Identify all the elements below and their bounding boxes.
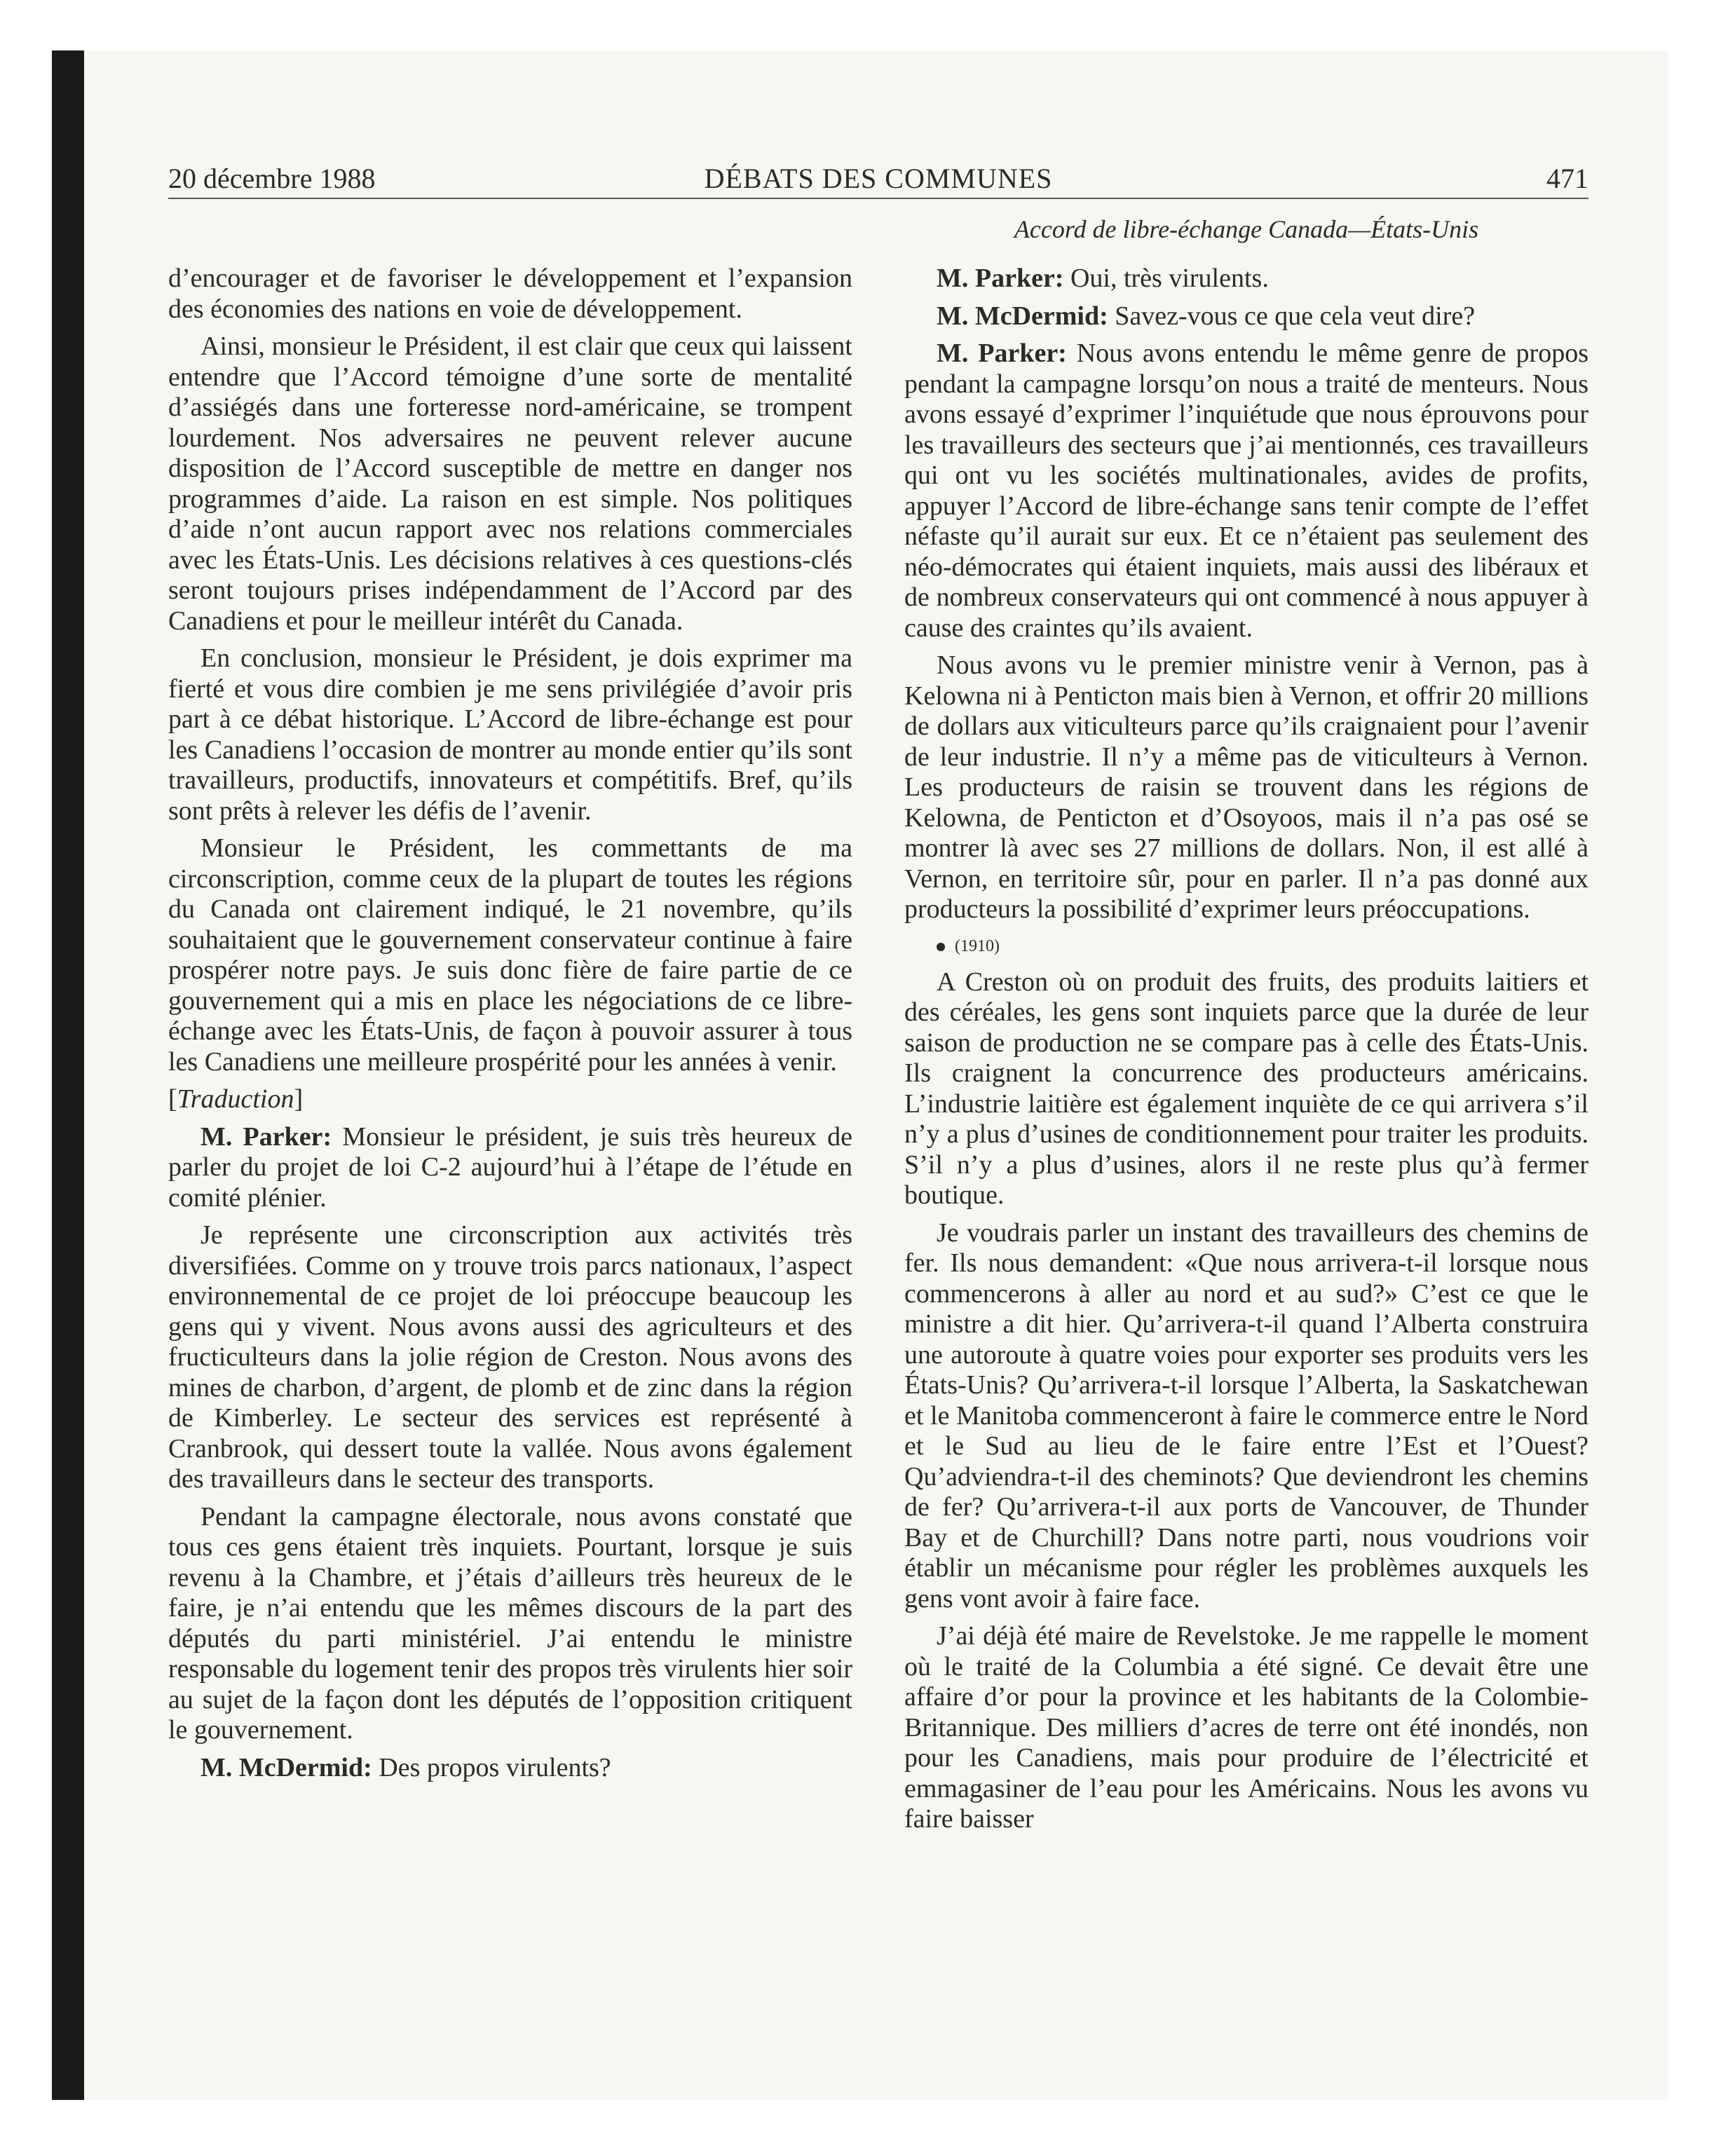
speech-text: Des propos virulents?: [379, 1752, 611, 1782]
speaker-name: M. Parker:: [937, 264, 1064, 293]
paragraph: Nous avons vu le premier ministre venir à Vernon, pas à Kelowna ni à Penticton mais bien à Vernon, et offrir 20 millions de dollars aux viticulteurs parce qu’ils craignaient pour l’avenir de leur industrie. Il n’y a même pas de viticulteurs à Vernon. Les producteurs de raisin se trouvent dans les régions de Kelowna, de Penticton et d’Osoyoos, mais il n’a pas osé se montrer là avec ses 27 millions de dollars. Non, il est allé à Vernon, en territoire sûr, pour en parler. Il n’a pas donné aux producteurs la possibilité d’exprimer leurs préoccupations.: [904, 650, 1588, 924]
bullet-dot-icon: [937, 943, 945, 951]
speech-paragraph: [904, 301, 1588, 332]
speaker-name: M. McDermid:: [200, 1752, 372, 1782]
paragraph: En conclusion, monsieur le Président, je dois exprimer ma fierté et vous dire combien je me sens privilégiée d’avoir pris part à ce débat historique. L’Accord de libre-échange est pour les Canadiens l’occasion de montrer au monde entier qu’ils sont travailleurs, productifs, innovateurs et compétitifs. Bref, qu’ils sont prêts à relever les défis de l’avenir.: [168, 643, 852, 826]
left-column: [168, 264, 852, 1790]
running-header: [168, 160, 1588, 199]
speech-paragraph: [904, 339, 1588, 643]
paragraph: A Creston où on produit des fruits, des produits laitiers et des céréales, les gens sont inquiets parce que la durée de leur saison de production ne se compare pas à celle des États-Unis. Ils craignent la concurrence des producteurs américains. L’industrie laitière est également inquiète de ce qui arrivera s’il n’y a plus d’usines de conditionnement pour traiter les produits. S’il n’y a plus d’usines, alors il ne reste plus qu’à fermer boutique.: [904, 967, 1588, 1210]
paragraph: J’ai déjà été maire de Revelstoke. Je me rappelle le moment où le traité de la Columbia a été signé. Ce devait être une affaire d’or pour la province et les habitants de la Colombie-Britannique. Des milliers d’acres de terre ont été inondés, non pour les Canadiens, mais pour produire de l’électricité et emmagasiner de l’eau pour les Américains. Nous les avons vu faire baisser: [904, 1621, 1588, 1834]
speech-paragraph: [168, 1122, 852, 1214]
speech-paragraph: [904, 264, 1588, 294]
right-column: [904, 264, 1588, 1842]
header-title: DÉBATS DES COMMUNES: [704, 163, 1053, 194]
time-marker-text: (1910): [955, 936, 1000, 955]
paragraph: Monsieur le Président, les commettants de ma circonscription, comme ceux de la plupart de toutes les régions du Canada ont clairement indiqué, le 21 novembre, qu’ils souhaitaient que le gouvernement conservateur continue à faire prospérer notre pays. Je suis donc fière de faire partie de ce gouvernement qui a mis en place les négociations de ce libre-échange avec les États-Unis, de façon à pouvoir assurer à tous les Canadiens une meilleure prospérité pour les années à venir.: [168, 833, 852, 1077]
speaker-name: M. McDermid:: [937, 301, 1108, 331]
paragraph: d’encourager et de favoriser le développement et l’expansion des économies des nations en voie de développement.: [168, 264, 852, 324]
speech-text: Oui, très virulents.: [1070, 264, 1269, 293]
paragraph: Pendant la campagne électorale, nous avons constaté que tous ces gens étaient très inquiets. Pourtant, lorsque je suis revenu à la Chambre, et j’étais d’ailleurs très heureux de le faire, je n’ai entendu que les mêmes discours de la part des députés du parti ministériel. J’ai entendu le ministre responsable du logement tenir des propos très virulents hier soir au sujet de la façon dont les députés de l’opposition critiquent le gouvernement.: [168, 1501, 852, 1745]
scan-binding-edge: [52, 50, 84, 2100]
translation-tag: [Traduction]: [168, 1084, 304, 1114]
section-subheader: Accord de libre-échange Canada—États-Unis: [1014, 215, 1479, 243]
speaker-name: M. Parker:: [200, 1121, 332, 1152]
time-marker: [904, 932, 1588, 960]
speaker-name: M. Parker:: [937, 339, 1067, 368]
header-date: 20 décembre 1988: [168, 163, 376, 194]
translation-label: Traduction: [177, 1084, 294, 1114]
speech-text: Monsieur le président, je suis très heureux de parler du projet de loi C-2 aujourd’hui à l’étape de l’étude en comité plénier.: [168, 1121, 853, 1213]
paragraph: Je représente une circonscription aux activités très diversifiées. Comme on y trouve trois parcs nationaux, l’aspect environnemental de ce projet de loi préoccupe beaucoup les gens qui y vivent. Nous avons aussi des agriculteurs et des fructiculteurs dans la jolie région de Creston. Nous avons des mines de charbon, d’argent, de plomb et de zinc dans la région de Kimberley. Le secteur des services est représenté à Cranbrook, qui dessert toute la vallée. Nous avons également des travailleurs dans le secteur des transports.: [168, 1220, 852, 1494]
page-number: 471: [1546, 163, 1588, 194]
paragraph: Ainsi, monsieur le Président, il est clair que ceux qui laissent entendre que l’Accord témoigne d’une sorte de mentalité d’assiégés dans une forteresse nord-américaine, se trompent lourdement. Nos adversaires ne peuvent relever aucune disposition de l’Accord susceptible de mettre en danger nos programmes d’aide. La raison en est simple. Nos politiques d’aide n’ont aucun rapport avec nos relations commerciales avec les États-Unis. Les décisions relatives à ces questions-clés seront toujours prises indépendamment de l’Accord par des Canadiens et pour le meilleur intérêt du Canada.: [168, 332, 852, 636]
speech-text: Savez-vous ce que cela veut dire?: [1115, 301, 1476, 331]
speech-paragraph: [168, 1753, 852, 1784]
speech-text: Nous avons entendu le même genre de propos pendant la campagne lorsqu’on nous a traité de menteurs. Nous avons essayé d’exprimer l’inquiétude que nous éprouvons pour les travailleurs des secteurs que j’ai mentionnés, ces travailleurs qui ont vu les sociétés multinationales, avides de profits, appuyer l’Accord de libre-échange sans tenir compte de l’effet néfaste qu’il aurait sur eux. Et ce n’étaient pas seulement des néo-démocrates qui étaient inquiets, mais aussi des libéraux et de nombreux conservateurs qui ont commencé à nous appuyer à cause des craintes qu’ils avaient.: [904, 339, 1588, 643]
paragraph: Je voudrais parler un instant des travailleurs des chemins de fer. Ils nous demandent: «Que nous arrivera-t-il lorsque nous commencerons à aller au nord et au sud?» C’est ce que le ministre a dit hier. Qu’arrivera-t-il quand l’Alberta construira une autoroute à quatre voies pour exporter ses produits vers les États-Unis? Qu’arrivera-t-il lorsque l’Alberta, la Saskatchewan et le Manitoba commenceront à faire le commerce entre le Nord et le Sud au lieu de le faire entre l’Est et l’Ouest? Qu’adviendra-t-il des cheminots? Que deviendront les chemins de fer? Qu’arrivera-t-il aux ports de Vancouver, de Thunder Bay et de Churchill? Dans notre parti, nous voudrions voir établir un mécanisme pour régler les problèmes auxquels les gens vont avoir à faire face.: [904, 1217, 1588, 1613]
